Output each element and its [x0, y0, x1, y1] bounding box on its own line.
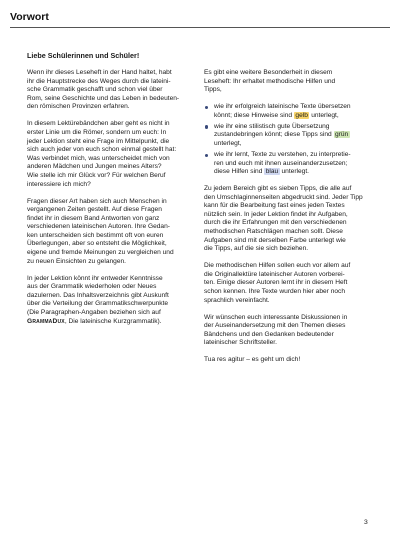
- text-line: erster Linie um die Römer, sondern um euch: In: [27, 128, 167, 136]
- text-line: vergangenen Zeiten gestellt. Auf diese Fragen: [27, 206, 162, 214]
- text-line: Überlegungen, aber so entsteht die Möglichkeit,: [27, 240, 167, 248]
- text-fragment: unterlegt,: [309, 111, 339, 119]
- text-line: sche Grammatik geschafft und schon viel über: [27, 86, 163, 94]
- text-line: In jeder Lektion könnt ihr entweder Kenntnisse: [27, 274, 163, 282]
- text-line: sprachlich vereinfacht.: [204, 296, 270, 304]
- bullet-icon: [205, 106, 208, 109]
- text-line: Aufgaben sind mit derselben Farbe unterlegt wie: [204, 236, 346, 244]
- bullet-icon: [205, 154, 208, 157]
- list-item: [204, 151, 370, 177]
- paragraph: [204, 185, 370, 254]
- text-line: Tipps,: [204, 86, 222, 94]
- text-line: die Originallektüre lateinischer Autoren vorberei-: [204, 270, 345, 278]
- text-line: lateinischer Schriftsteller.: [204, 339, 277, 347]
- yellow-highlight: gelb: [295, 111, 308, 119]
- blue-highlight: blau: [265, 168, 279, 176]
- page-number: 3: [364, 519, 368, 526]
- text-line: Rom, seine Geschichte und das Leben in bedeuten-: [27, 94, 180, 102]
- tips-list: [204, 103, 370, 177]
- text-fragment: unterlegt.: [279, 168, 310, 176]
- text-line: Bändchens und den Gedanken bedeutender: [204, 330, 334, 338]
- text-line: durch die ihr Erfahrungen mit den verschiedenen: [204, 219, 347, 227]
- text-line: zu neuen Einsichten zu gelangen.: [27, 257, 126, 265]
- text-line: unterlegt,: [214, 139, 242, 147]
- closing-line: Tua res agitur – es geht um dich!: [204, 356, 301, 364]
- text-line: die Tipps, auf die sie sich beziehen.: [204, 245, 309, 253]
- paragraph: [204, 69, 370, 95]
- text-line: eigene und fremde Meinungen zu vergleichen und: [27, 249, 174, 257]
- text-line: Was verbindet mich, was unterscheidet mich von: [27, 154, 170, 162]
- page-title: Vorwort: [10, 11, 49, 23]
- paragraph: [204, 314, 370, 348]
- list-item: [204, 123, 370, 149]
- text-line: Es gibt eine weitere Besonderheit in diesem: [204, 69, 333, 76]
- text-line: ten. Einige dieser Autoren lernt ihr in diesem Heft: [204, 279, 348, 287]
- paragraph: [27, 120, 193, 189]
- text-line: (Die Paragraphen-Angaben beziehen sich auf: [27, 309, 161, 317]
- text-line: verschiedenen lateinischen Autoren. Ihre Gedan-: [27, 223, 170, 231]
- text-line: den römischen Provinzen erfahren.: [27, 103, 130, 111]
- left-column: [27, 69, 193, 335]
- text-line: interessiere ich mich?: [27, 180, 91, 188]
- text-line: wie ihr erfolgreich lateinische Texte übersetzen: [214, 103, 351, 111]
- paragraph: [27, 275, 193, 327]
- text-fragment: könnt; diese Hinweise sind: [214, 111, 294, 119]
- text-line: ihr die Hauptstrecke des Weges durch die lateini-: [27, 77, 171, 85]
- text-line: In diesem Lektürebändchen aber geht es nicht in: [27, 120, 170, 128]
- text-line: Wenn ihr dieses Leseheft in der Hand haltet, habt: [27, 69, 172, 76]
- text-fragment: zustandebringen könnt; diese Tipps sind: [214, 131, 334, 139]
- text-line: sich auch jeder von euch schon einmal gestellt hat:: [27, 146, 177, 154]
- text-line: Zu jedem Bereich gibt es sieben Tipps, die alle auf: [204, 185, 352, 193]
- green-highlight: grün: [335, 131, 349, 139]
- text-fragment: , Die lateinische Kurzgrammatik).: [64, 317, 162, 325]
- text-line: den Umschlaginnenseiten abgedruckt sind. Jeder Tipp: [204, 193, 363, 201]
- text-line: Fragen dieser Art haben sich auch Menschen in: [27, 197, 167, 205]
- text-line: Die methodischen Hilfen sollen euch vor allem auf: [204, 262, 351, 270]
- paragraph: [27, 198, 193, 267]
- text-line: über die Verteilung der Grammatikschwerpunkte: [27, 300, 169, 308]
- text-line: Wir wünschen euch interessante Diskussionen in: [204, 313, 348, 321]
- right-column: [204, 69, 370, 373]
- list-item: [204, 103, 370, 120]
- text-line: Wie stelle ich mir Glück vor? Für welchen Beruf: [27, 171, 166, 179]
- text-line: jeder Lektion steht eine Frage im Mittelpunkt, die: [27, 137, 170, 145]
- text-line: findet ihr in diesem Band Antworten von ganz: [27, 214, 160, 222]
- text-line: [27, 318, 193, 327]
- text-line: wie ihr lernt, Texte zu verstehen, zu interpretie-: [214, 150, 351, 158]
- paragraph: [204, 262, 370, 305]
- text-line: [214, 131, 370, 140]
- text-line: [214, 168, 370, 177]
- text-line: dazulernen. Das Inhaltsverzeichnis gibt Auskunft: [27, 291, 169, 299]
- title-divider: [10, 27, 390, 28]
- text-line: der Auseinandersetzung mit den Themen dieses: [204, 322, 346, 330]
- text-line: aus der Grammatik wiederholen oder Neues: [27, 283, 157, 291]
- text-line: methodischen Ratschlägen machen sollt. Diese: [204, 228, 343, 236]
- text-line: Leseheft: Ihr erhaltet methodische Hilfen und: [204, 77, 336, 85]
- brand-name-grammadux: GrammaDux: [27, 317, 65, 325]
- text-line: wie ihr eine stilistisch gute Übersetzung: [214, 122, 330, 130]
- text-line: anderen Mädchen und Jungen meines Alters?: [27, 163, 162, 171]
- text-line: kann für die Bearbeitung fast eines jeden Textes: [204, 202, 345, 210]
- text-line: ken unterscheiden sich bestimmt oft von euren: [27, 231, 164, 239]
- text-line: schon kennen. Ihre Texte wurden hier aber noch: [204, 288, 346, 296]
- bullet-icon: [205, 125, 208, 128]
- text-fragment: diese Hilfen sind: [214, 168, 265, 176]
- text-line: nützlich sein. In jeder Lektion findet ihr Aufgaben,: [204, 210, 348, 218]
- text-line: [214, 112, 370, 121]
- salutation-heading: Liebe Schülerinnen und Schüler!: [27, 51, 140, 60]
- paragraph: [27, 69, 193, 112]
- text-line: ren und euch mit ihnen auseinanderzusetzen;: [214, 159, 348, 167]
